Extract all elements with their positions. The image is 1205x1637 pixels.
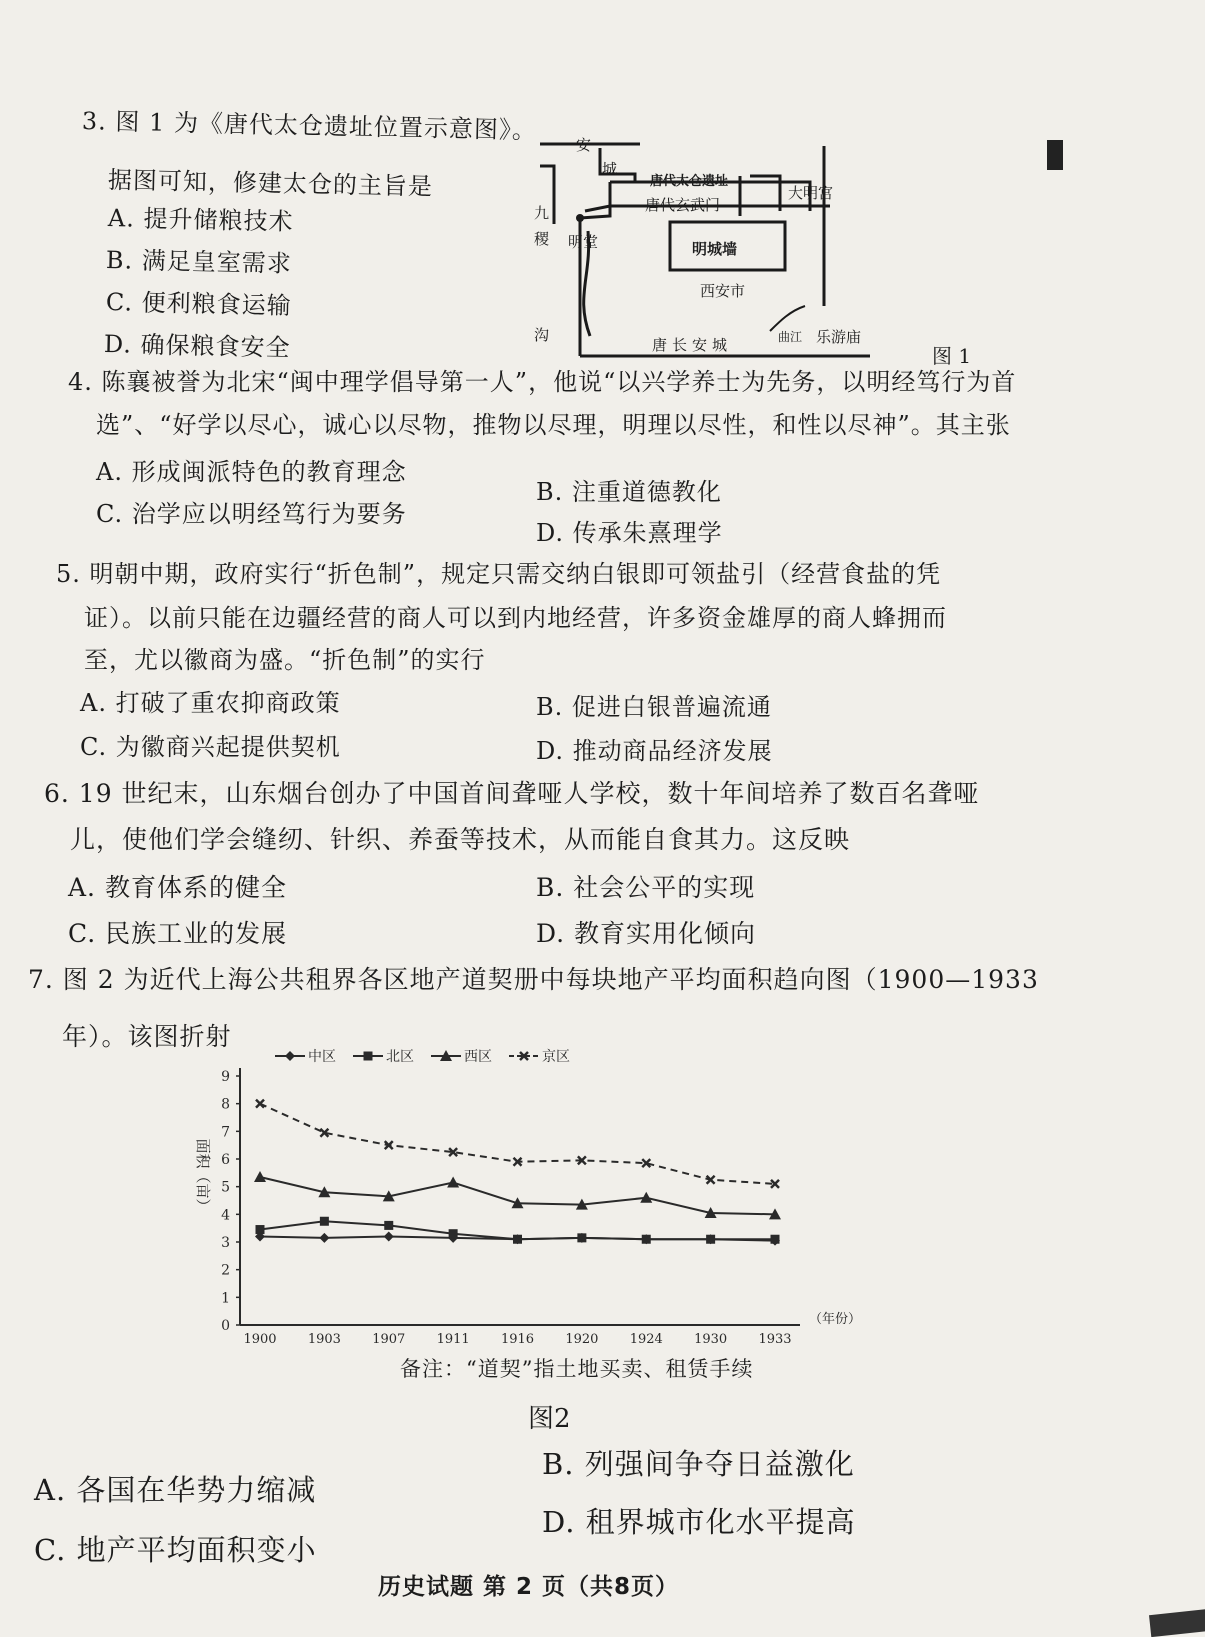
map-label-gou: 沟: [534, 326, 550, 344]
y-tick-label: 3: [221, 1235, 230, 1251]
legend-item: [431, 1049, 492, 1065]
legend-label: 北区: [386, 1049, 414, 1065]
data-point: [513, 1235, 522, 1244]
x-tick-label: 1933: [758, 1332, 792, 1347]
y-tick-label: 6: [221, 1152, 230, 1168]
map-label-xuanwumen: 唐代玄武门: [645, 196, 721, 214]
map-label-sheji: 稷: [534, 230, 550, 248]
q4-option-d: D. 传承朱熹理学: [536, 519, 723, 547]
map-label-daminggong: 大明宫: [788, 184, 834, 202]
figure2-line-chart: [185, 1048, 885, 1353]
map-label-cheng: 城: [602, 160, 618, 178]
q5-option-a: A. 打破了重农抑商政策: [80, 689, 341, 717]
q7-option-b: B. 列强间争夺日益激化: [542, 1447, 855, 1481]
data-point: [771, 1235, 780, 1244]
x-tick-label: 1924: [629, 1332, 663, 1347]
y-tick-label: 4: [221, 1207, 230, 1224]
chart-series: [254, 1100, 781, 1246]
map-label-jiu: 九: [534, 204, 550, 222]
page-corner-shadow: [1149, 1609, 1205, 1637]
data-point: [254, 1171, 266, 1182]
data-point: [642, 1235, 651, 1244]
q7-option-c: C. 地产平均面积变小: [34, 1533, 317, 1567]
q5-stem-line3: 至，尤以徽商为盛。“折色制”的实行: [84, 646, 486, 674]
x-tick-label: 1930: [694, 1332, 728, 1347]
y-tick-label: 1: [221, 1290, 230, 1307]
map-point-marker: [576, 214, 584, 222]
legend-label: 中区: [308, 1049, 336, 1065]
q6-option-a: A. 教育体系的健全: [68, 873, 287, 902]
data-point: [771, 1180, 779, 1188]
data-point: [577, 1233, 586, 1242]
map-label-qujiang: 曲江: [778, 330, 803, 344]
map-canal: [580, 182, 610, 218]
x-tick-label: 1907: [372, 1332, 406, 1347]
data-point: [256, 1100, 264, 1108]
series-北区: [256, 1217, 780, 1244]
legend-label: 西区: [464, 1049, 492, 1065]
y-tick-label: 8: [221, 1096, 230, 1113]
q3-option-a: A. 提升储粮技术: [107, 204, 294, 236]
chart-x-ticks: [243, 1332, 791, 1347]
q5-stem-line1: 5. 明朝中期，政府实行“折色制”，规定只需交纳白银即可领盐引（经营食盐的凭: [56, 560, 942, 588]
series-line: [260, 1177, 775, 1214]
data-point: [449, 1229, 458, 1238]
map-label-mingtang: 明堂: [568, 233, 599, 251]
figure2-note: 备注：“道契”指土地买卖、租赁手续: [400, 1357, 754, 1381]
q4-option-b: B. 注重道德教化: [536, 478, 722, 506]
y-tick-label: 0: [221, 1318, 230, 1334]
q5-stem-line2: 证）。以前只能在边疆经营的商人可以到内地经营，许多资金雄厚的商人蜂拥而: [84, 604, 947, 632]
page-edge-mark: [1047, 140, 1063, 170]
q3-stem-line2: 据图可知，修建太仓的主旨是: [107, 166, 434, 201]
q3-option-d: D. 确保粮食安全: [103, 330, 291, 362]
legend-marker: [285, 1051, 295, 1061]
data-point: [256, 1225, 265, 1234]
q3-option-b: B. 满足皇室需求: [105, 246, 293, 278]
q4-option-c: C. 治学应以明经笃行为要务: [96, 500, 407, 528]
series-line: [260, 1104, 775, 1184]
chart-x-axis-label: （年份）: [809, 1312, 862, 1327]
q7-stem-line2: 年）。该图折射: [62, 1022, 232, 1051]
map-label-taicang: 唐代太仓遗址: [650, 174, 729, 189]
map-label-xian: 西安市: [700, 282, 746, 300]
chart-y-ticks: [221, 1069, 240, 1334]
q6-option-c: C. 民族工业的发展: [68, 919, 288, 948]
x-tick-label: 1911: [436, 1332, 470, 1347]
figure1-caption: 图 1: [932, 344, 972, 368]
chart-legend: [275, 1048, 570, 1065]
figure1-map: [534, 136, 870, 368]
q5-option-c: C. 为徽商兴起提供契机: [80, 733, 341, 761]
q6-option-b: B. 社会公平的实现: [536, 873, 756, 902]
data-point: [447, 1177, 459, 1188]
q7-option-a: A. 各国在华势力缩减: [34, 1473, 317, 1507]
x-tick-label: 1903: [307, 1332, 341, 1347]
q5-option-d: D. 推动商品经济发展: [536, 737, 773, 765]
legend-item: [275, 1048, 336, 1065]
figure2-caption: 图2: [528, 1404, 571, 1434]
q3-stem-line1: 3. 图 1 为《唐代太仓遗址位置示意图》。: [81, 107, 538, 145]
data-point: [706, 1235, 715, 1244]
map-label-mingchengqiang: 明城墙: [692, 240, 738, 258]
data-point: [384, 1231, 394, 1241]
y-tick-label: 9: [221, 1069, 230, 1085]
map-label-changancheng: 唐长安城: [652, 336, 733, 354]
legend-label: 京区: [542, 1049, 570, 1065]
q4-stem-line1: 4. 陈襄被誉为北宋“闽中理学倡导第一人”，他说“以兴学养士为先务，以明经笃行为首: [68, 368, 1017, 396]
legend-marker: [364, 1052, 373, 1061]
x-tick-label: 1900: [243, 1332, 277, 1347]
q3-option-c: C. 便利粮食运输: [105, 288, 292, 320]
q4-option-a: A. 形成闽派特色的教育理念: [96, 458, 407, 486]
y-tick-label: 5: [221, 1179, 230, 1196]
chart-y-axis-label: 面积（亩）: [194, 1138, 212, 1214]
series-西区: [254, 1171, 781, 1219]
q5-option-b: B. 促进白银普遍流通: [536, 693, 772, 721]
q7-option-d: D. 租界城市化水平提高: [542, 1505, 856, 1539]
q6-option-d: D. 教育实用化倾向: [536, 919, 757, 948]
x-tick-label: 1916: [500, 1332, 535, 1347]
map-label-leyoumiao: 乐游庙: [816, 328, 862, 346]
x-tick-label: 1920: [565, 1332, 599, 1347]
y-tick-label: 2: [221, 1262, 230, 1279]
data-point: [320, 1217, 329, 1226]
q6-stem-line1: 6. 19 世纪末，山东烟台创办了中国首间聋哑人学校，数十年间培养了数百名聋哑: [44, 779, 980, 808]
series-京区: [256, 1100, 779, 1188]
map-label-an: 安: [576, 136, 592, 154]
y-tick-label: 7: [221, 1124, 230, 1141]
q4-stem-line2: 选”、“好学以尽心，诚心以尽物，推物以尽理，明理以尽性，和性以尽神”。其主张: [96, 411, 1011, 439]
data-point: [319, 1233, 329, 1243]
q6-stem-line2: 儿，使他们学会缝纫、针织、养蚕等技术，从而能自食其力。这反映: [70, 825, 851, 854]
page-footer: 历史试题 第 2 页（共8页）: [378, 1574, 680, 1600]
legend-item: [353, 1049, 414, 1065]
q7-stem-line1: 7. 图 2 为近代上海公共租界各区地产道契册中每块地产平均面积趋向图（1900—1933: [28, 965, 1039, 994]
legend-item: [509, 1049, 570, 1065]
data-point: [384, 1221, 393, 1230]
